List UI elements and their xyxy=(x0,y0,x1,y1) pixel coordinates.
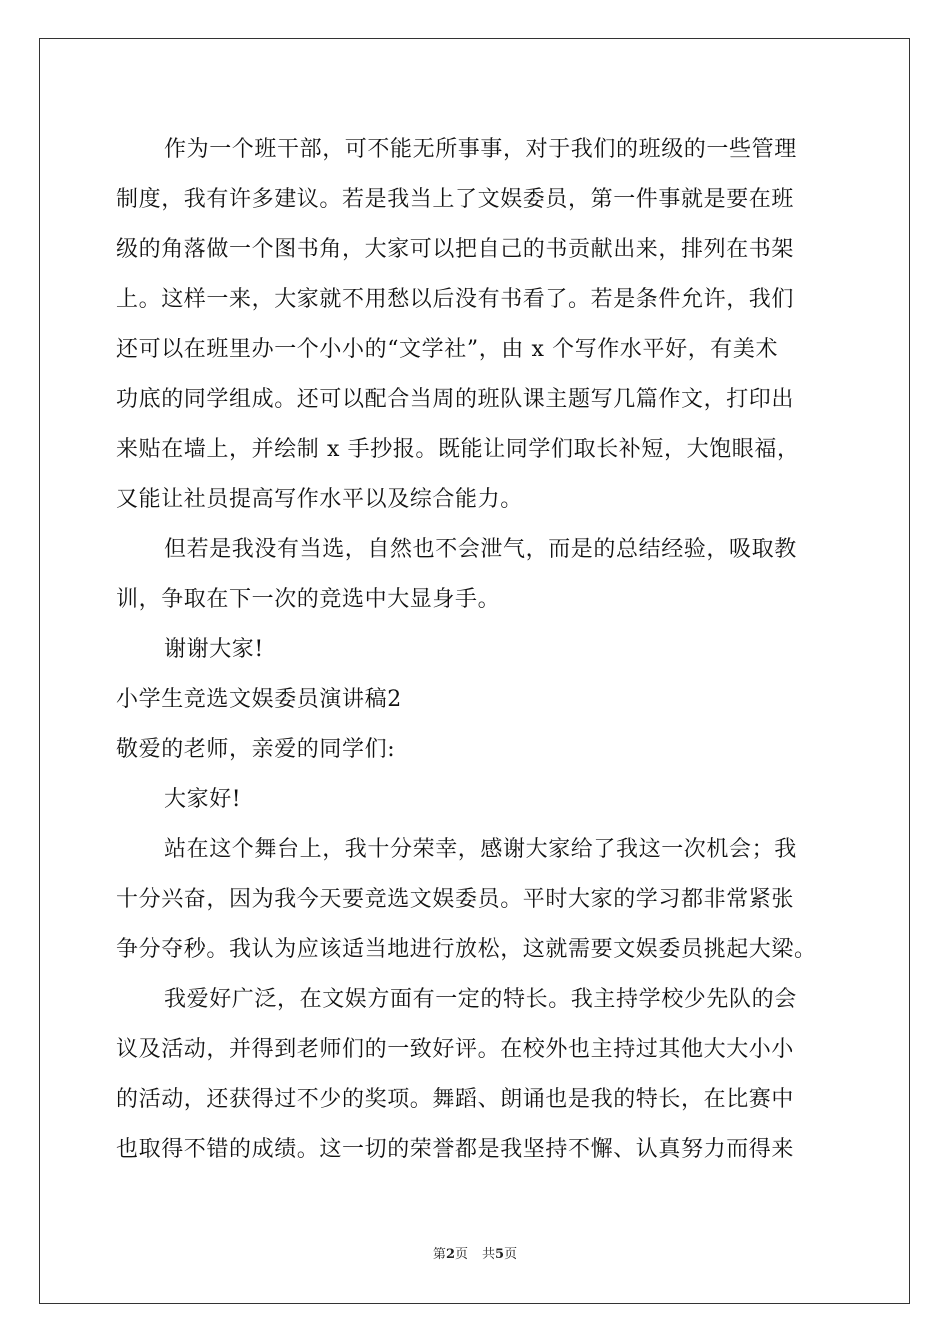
page-number: 2 xyxy=(445,1247,455,1262)
total-suffix: 页 xyxy=(504,1247,518,1262)
text-line: 也取得不错的成绩。这一切的荣誉都是我坚持不懈、认真努力而得来 xyxy=(116,1137,795,1162)
section-title: 小学生竞选文娱委员演讲稿2 xyxy=(116,687,402,712)
greeting: 大家好! xyxy=(164,787,242,812)
text-line: 议及活动，并得到老师们的一致好评。在校外也主持过其他大大小小 xyxy=(116,1037,795,1062)
text-line: 作为一个班干部，可不能无所事事，对于我们的班级的一些管理 xyxy=(164,137,797,162)
text-line: 十分兴奋，因为我今天要竞选文娱委员。平时大家的学习都非常紧张 xyxy=(116,887,795,912)
text-line: 级的角落做一个图书角，大家可以把自己的书贡献出来，排列在书架 xyxy=(116,237,795,262)
page-border xyxy=(39,38,910,1304)
text-line: 制度，我有许多建议。若是我当上了文娱委员，第一件事就是要在班 xyxy=(116,187,795,212)
total-pages: 5 xyxy=(495,1247,505,1262)
text-line: 上。这样一来，大家就不用愁以后没有书看了。若是条件允许，我们 xyxy=(116,287,795,312)
page-suffix: 页 xyxy=(454,1247,468,1262)
text-line: 争分夺秒。我认为应该适当地进行放松，这就需要文娱委员挑起大梁。 xyxy=(116,937,817,962)
text-line: 但若是我没有当选，自然也不会泄气，而是的总结经验，吸取教 xyxy=(164,537,797,562)
page-prefix: 第 xyxy=(432,1247,446,1262)
salutation: 敬爱的老师，亲爱的同学们: xyxy=(116,737,396,762)
text-line: 功底的同学组成。还可以配合当周的班队课主题写几篇作文，打印出 xyxy=(116,387,795,412)
text-line: 的活动，还获得过不少的奖项。舞蹈、朗诵也是我的特长，在比赛中 xyxy=(116,1087,795,1112)
text-line: 来贴在墙上，并绘制 x 手抄报。既能让同学们取长补短，大饱眼福， xyxy=(116,437,800,462)
page-footer xyxy=(0,1247,950,1263)
text-line: 训，争取在下一次的竞选中大显身手。 xyxy=(116,587,501,612)
text-line: 谢谢大家! xyxy=(164,637,264,662)
total-prefix: 共 xyxy=(482,1247,496,1262)
text-line: 又能让社员提高写作水平以及综合能力。 xyxy=(116,487,523,512)
text-line: 我爱好广泛，在文娱方面有一定的特长。我主持学校少先队的会 xyxy=(164,987,797,1012)
text-line: 站在这个舞台上，我十分荣幸，感谢大家给了我这一次机会；我 xyxy=(164,837,797,862)
text-line: 还可以在班里办一个小小的“文学社”，由 x 个写作水平好，有美术 xyxy=(116,337,779,362)
